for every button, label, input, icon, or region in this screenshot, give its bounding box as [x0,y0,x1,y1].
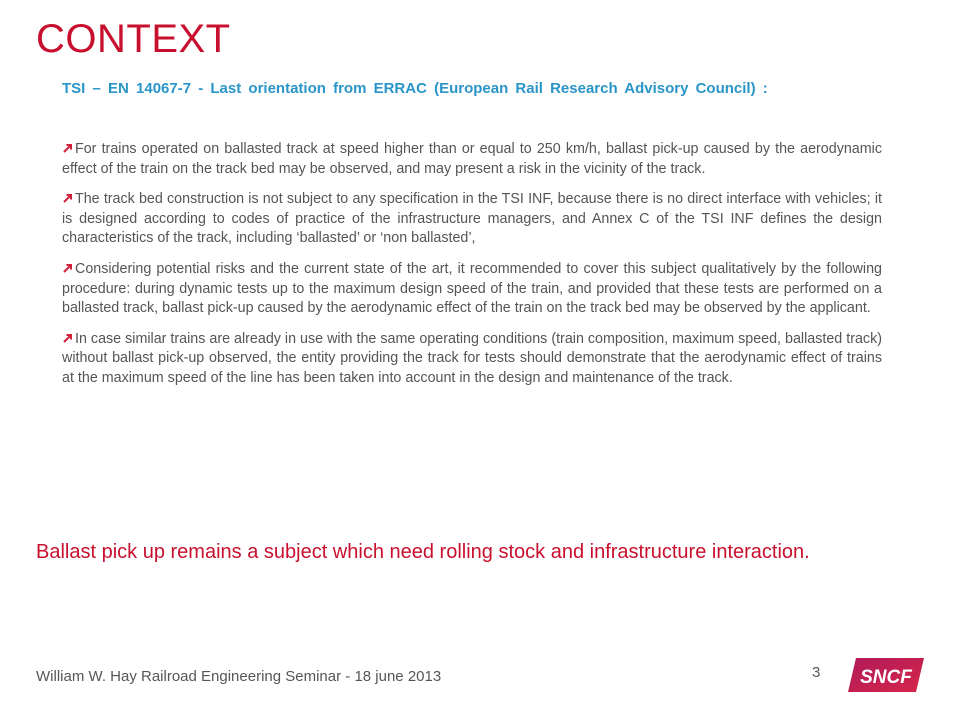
page-number: 3 [812,664,821,681]
arrow-northeast-icon [62,192,74,204]
sncf-logo-text: SNCF [860,667,912,688]
conclusion-text: Ballast pick up remains a subject which need rolling stock and infrastructure interaction. [36,541,810,563]
bullet-text: For trains operated on ballasted track at speed higher than or equal to 250 km/h, ballast pick-up caused by the aerodynamic effect of the train on the track bed may be observed, and may present a risk in the vicinity of the track. [62,141,882,177]
bullet-text: The track bed construction is not subject to any specification in the TSI INF, because there is no direct interface with vehicles; it is designed according to codes of practice of the infrastructure managers, and Annex C of the TSI INF defines the design characteristics of the track, including ‘ballasted’ or ‘non ballasted’, [62,191,882,247]
sncf-logo [846,656,926,694]
bullet-item [62,260,882,319]
arrow-northeast-icon [62,262,74,274]
bullet-item [62,140,882,179]
bullet-text: In case similar trains are already in use with the same operating conditions (train composition, maximum speed, ballasted track) without ballast pick-up observed, the entity providing the track for tests should demonstrate that the aerodynamic effect of trains at the maximum speed of the line has been taken into account in the design and maintenance of the track. [62,330,882,386]
arrow-northeast-icon [62,142,74,154]
footer-text: William W. Hay Railroad Engineering Seminar - 18 june 2013 [36,668,442,685]
arrow-northeast-icon [62,332,74,344]
bullet-list [62,140,882,400]
slide-title: CONTEXT [36,17,231,61]
bullet-item [62,330,882,389]
bullet-item [62,190,882,249]
bullet-text: Considering potential risks and the current state of the art, it recommended to cover this subject qualitatively by the following procedure: during dynamic tests up to the maximum design speed of the train, and provided that these tests are performed on a ballasted track, ballast pick-up caused by the aerodynamic effect of the train on the track bed may be observed by the applicant. [62,260,882,317]
slide-subtitle: TSI – EN 14067-7 - Last orientation from ERRAC (European Rail Research Advisory Council) : [62,80,768,97]
